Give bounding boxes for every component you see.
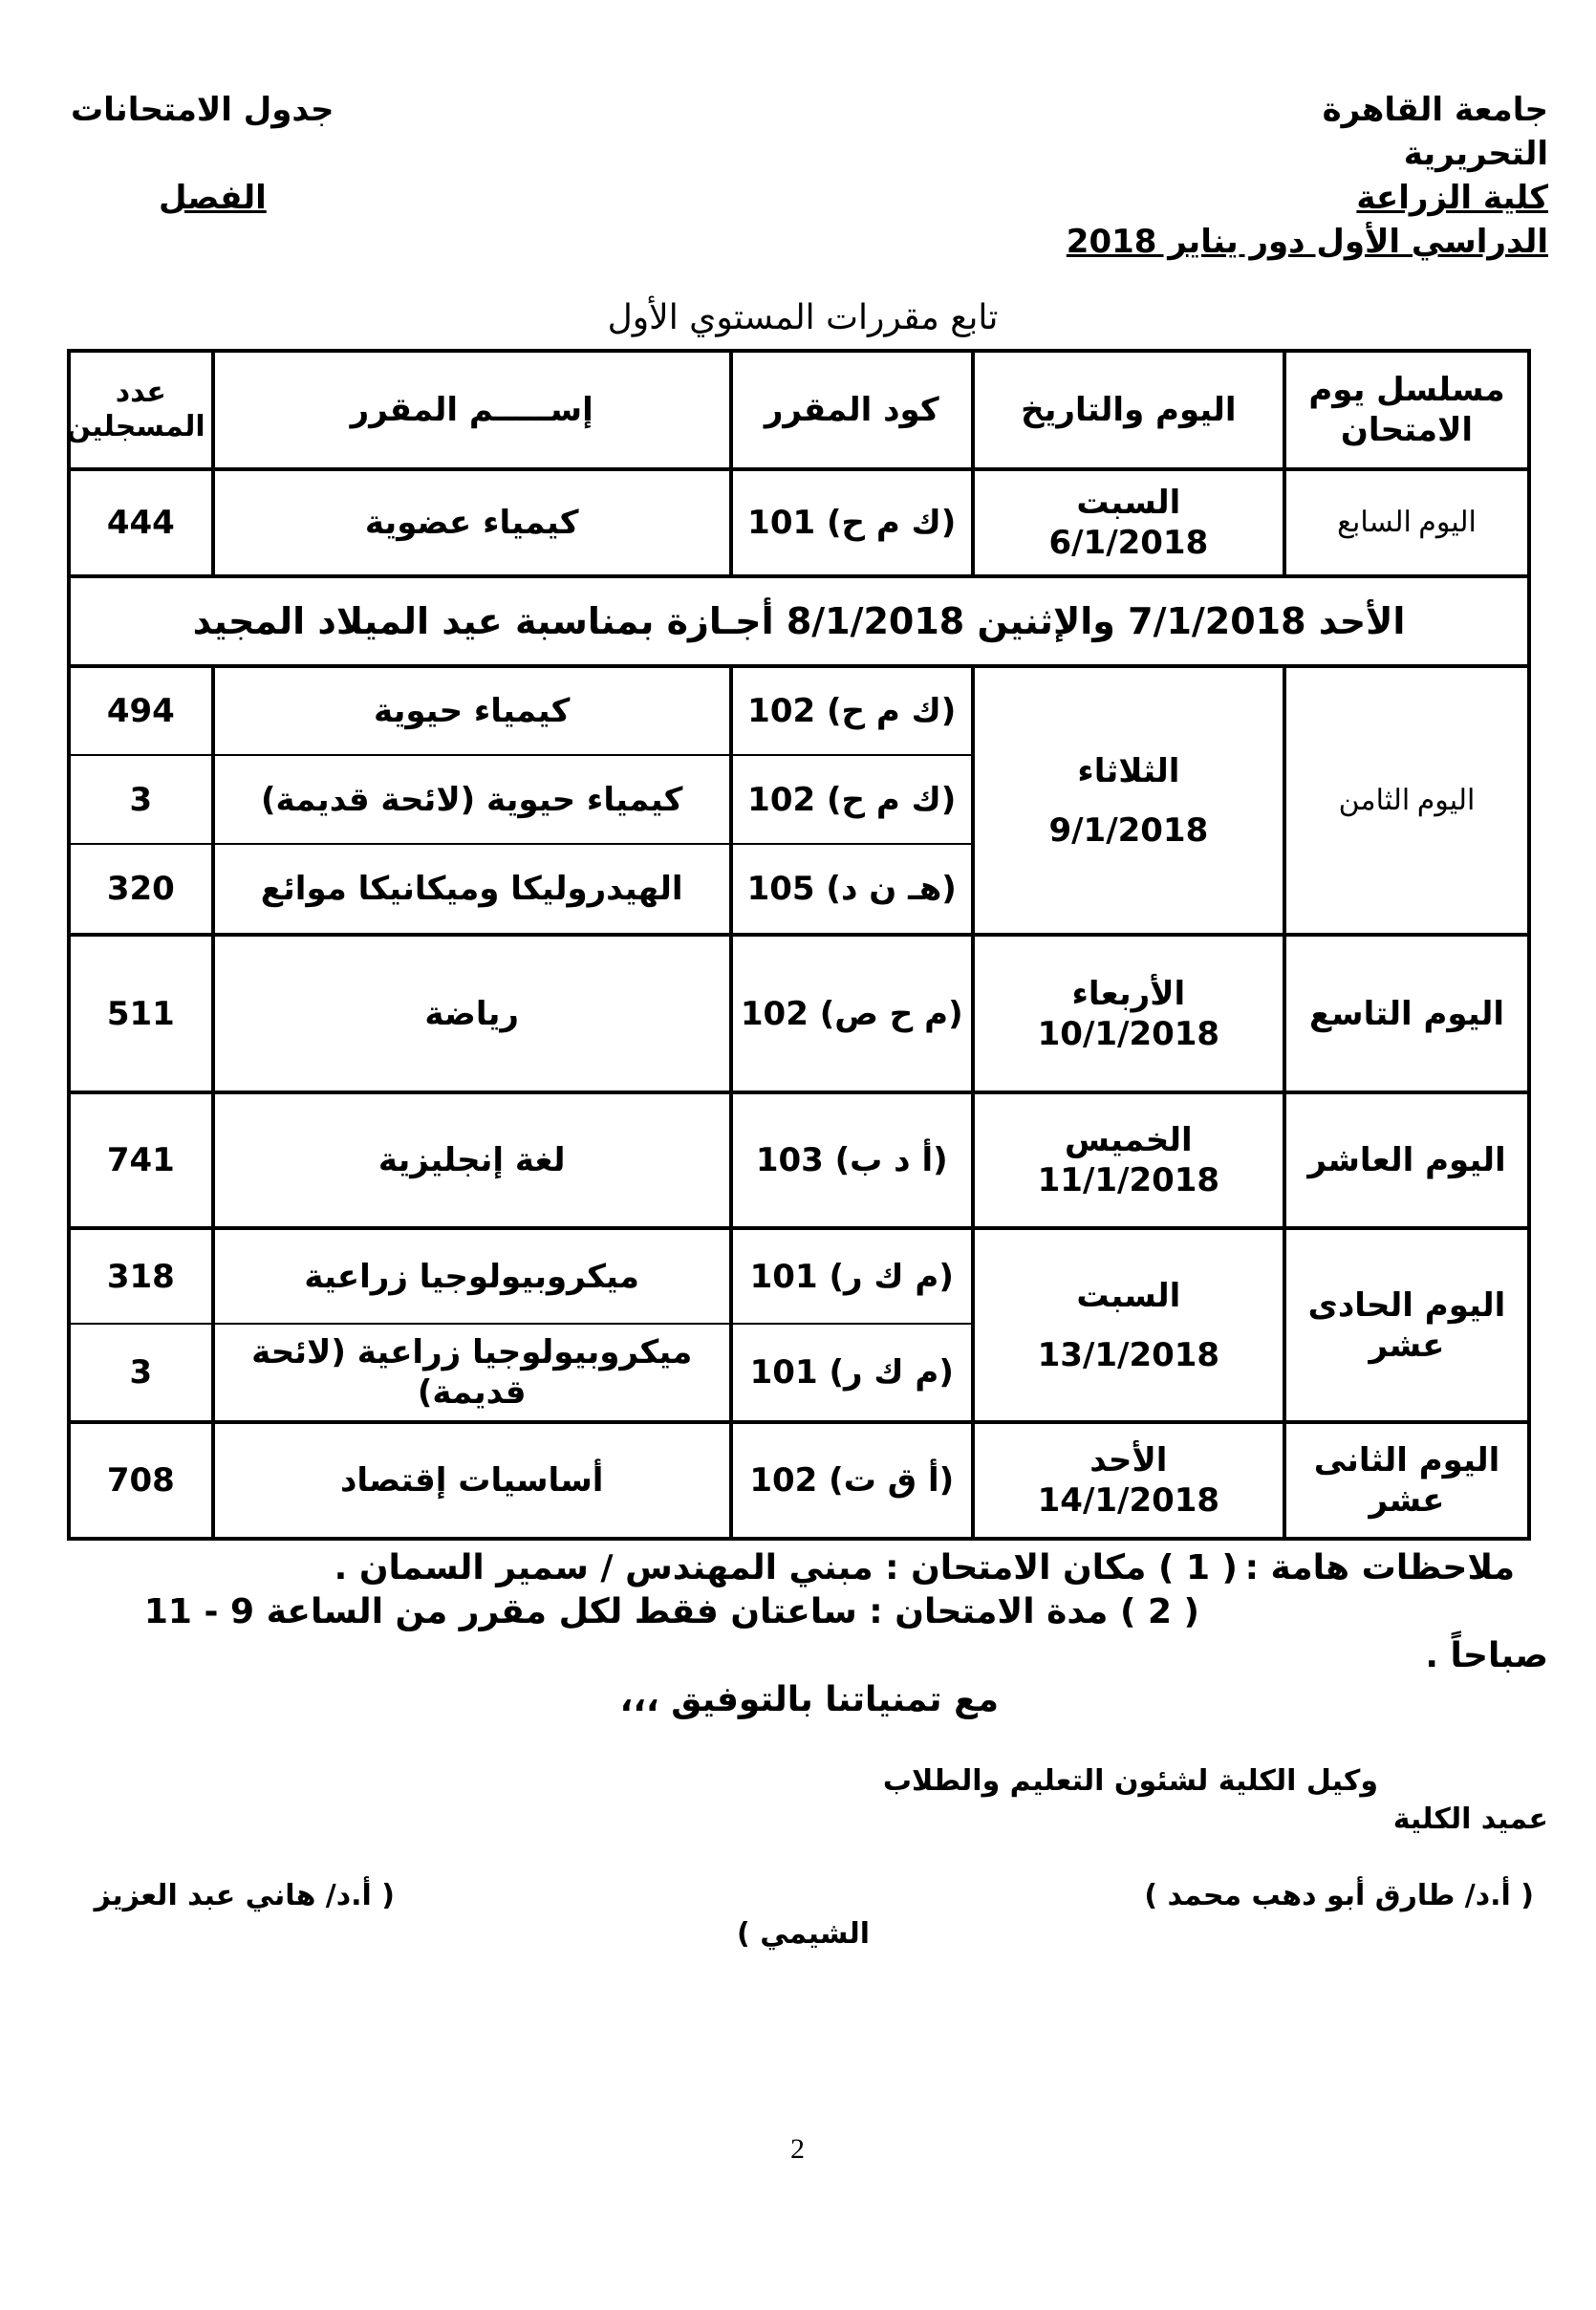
day-date-cell xyxy=(973,1228,1284,1422)
course-name: ميكروبيولوجيا زراعية (لائحة قديمة) xyxy=(213,1324,731,1422)
course-code: (أ ق ت) 102 xyxy=(731,1422,973,1539)
table-row xyxy=(69,666,1529,755)
registered-count: 318 xyxy=(69,1228,213,1324)
course-code: (م ح ص) 102 xyxy=(731,935,973,1092)
header-course-code: كود المقرر xyxy=(731,351,973,469)
header-day-serial: مسلسل يوم الامتحان xyxy=(1284,351,1529,469)
day-date-cell xyxy=(973,935,1284,1092)
exam-date: 6/1/2018 xyxy=(1048,524,1209,562)
course-name: الهيدروليكا وميكانيكا موائع xyxy=(213,844,731,935)
note-1: ( 1 ) مكان الامتحان : مبني المهندس / سمير السمان . xyxy=(334,1548,1238,1587)
day-serial: اليوم التاسع xyxy=(1284,935,1529,1092)
table-row xyxy=(69,1092,1529,1228)
day-name: الأربعاء xyxy=(1071,974,1186,1013)
course-name: أساسيات إقتصاد xyxy=(213,1422,731,1539)
day-name: الأحد xyxy=(1089,1441,1168,1479)
registered-count: 3 xyxy=(69,1324,213,1422)
course-code: (م ك ر) 101 xyxy=(731,1324,973,1422)
exam-date: 13/1/2018 xyxy=(1037,1335,1220,1374)
course-code: (ك م ح) 102 xyxy=(731,755,973,844)
semester-line: الدراسي الأول دور يناير 2018 xyxy=(1066,223,1548,261)
course-code: (أ د ب) 103 xyxy=(731,1092,973,1228)
exam-date: 11/1/2018 xyxy=(1037,1161,1220,1199)
day-name: الثلاثاء xyxy=(1077,751,1180,790)
day-date-cell xyxy=(973,1092,1284,1228)
header-day-date: اليوم والتاريخ xyxy=(973,351,1284,469)
page-number: 2 xyxy=(790,2133,805,2165)
semester-word: الفصل xyxy=(159,179,267,217)
holiday-notice: الأحد 7/1/2018 والإثنين 8/1/2018 أجـازة بمناسبة عيد الميلاد المجيد xyxy=(69,576,1529,666)
course-name: لغة إنجليزية xyxy=(213,1092,731,1228)
registered-count: 511 xyxy=(69,935,213,1092)
dean-name: ( أ.د/ هاني عبد العزيز xyxy=(94,1879,395,1912)
vice-dean-title: وكيل الكلية لشئون التعليم والطلاب xyxy=(882,1764,1378,1798)
course-name: ميكروبيولوجيا زراعية xyxy=(213,1228,731,1324)
registered-count: 444 xyxy=(69,469,213,576)
course-name: رياضة xyxy=(213,935,731,1092)
dean-title: عميد الكلية xyxy=(1392,1803,1548,1836)
day-date-cell xyxy=(973,1422,1284,1539)
day-date-cell xyxy=(973,469,1284,576)
schedule-title: جدول الامتحانات xyxy=(71,91,334,129)
table-header-row xyxy=(69,351,1529,469)
header-course-name: إســـــم المقرر xyxy=(213,351,731,469)
dean-name-continued: الشيمي ) xyxy=(737,1917,870,1951)
day-name: السبت xyxy=(1076,1276,1181,1315)
day-serial: اليوم الثانى عشر xyxy=(1284,1422,1529,1539)
course-code: (ك م ح) 102 xyxy=(731,666,973,755)
day-serial: اليوم العاشر xyxy=(1284,1092,1529,1228)
table-row xyxy=(69,469,1529,576)
table-row xyxy=(69,935,1529,1092)
course-code: (ك م ح) 101 xyxy=(731,469,973,576)
registered-count: 708 xyxy=(69,1422,213,1539)
subtitle: تابع مقررات المستوي الأول xyxy=(607,298,999,337)
course-code: (م ك ر) 101 xyxy=(731,1228,973,1324)
day-serial: اليوم السابع xyxy=(1284,469,1529,576)
registered-count: 3 xyxy=(69,755,213,844)
table-row xyxy=(69,1422,1529,1539)
header-registered-count: عدد المسجلين xyxy=(69,351,213,469)
day-serial: اليوم الحادى عشر xyxy=(1284,1228,1529,1422)
table-row xyxy=(69,1228,1529,1324)
university-name: جامعة القاهرة xyxy=(1322,91,1548,129)
note-2: ( 2 ) مدة الامتحان : ساعتان فقط لكل مقرر من الساعة 9 - 11 xyxy=(143,1592,1199,1631)
written-label: التحريرية xyxy=(1403,135,1548,173)
note-2-continued: صباحاً . xyxy=(1425,1636,1548,1675)
course-name: كيمياء حيوية xyxy=(213,666,731,755)
registered-count: 494 xyxy=(69,666,213,755)
exam-schedule-table xyxy=(67,349,1531,1541)
vice-dean-name: ( أ.د/ طارق أبو دهب محمد ) xyxy=(1144,1879,1534,1912)
exam-date: 10/1/2018 xyxy=(1037,1014,1220,1053)
day-date-cell xyxy=(973,666,1284,935)
exam-date: 14/1/2018 xyxy=(1037,1481,1220,1520)
holiday-row xyxy=(69,576,1529,666)
course-code: (هـ ن د) 105 xyxy=(731,844,973,935)
notes-label: ملاحظات هامة : xyxy=(1244,1548,1515,1587)
day-name: السبت xyxy=(1076,484,1181,522)
registered-count: 320 xyxy=(69,844,213,935)
registered-count: 741 xyxy=(69,1092,213,1228)
faculty-name: كلية الزراعة xyxy=(1356,179,1548,217)
day-name: الخميس xyxy=(1065,1121,1193,1159)
wishes: مع تمنياتنا بالتوفيق ،،، xyxy=(619,1680,999,1719)
course-name: كيمياء حيوية (لائحة قديمة) xyxy=(213,755,731,844)
course-name: كيمياء عضوية xyxy=(213,469,731,576)
day-serial: اليوم الثامن xyxy=(1284,666,1529,935)
exam-date: 9/1/2018 xyxy=(1048,810,1209,850)
